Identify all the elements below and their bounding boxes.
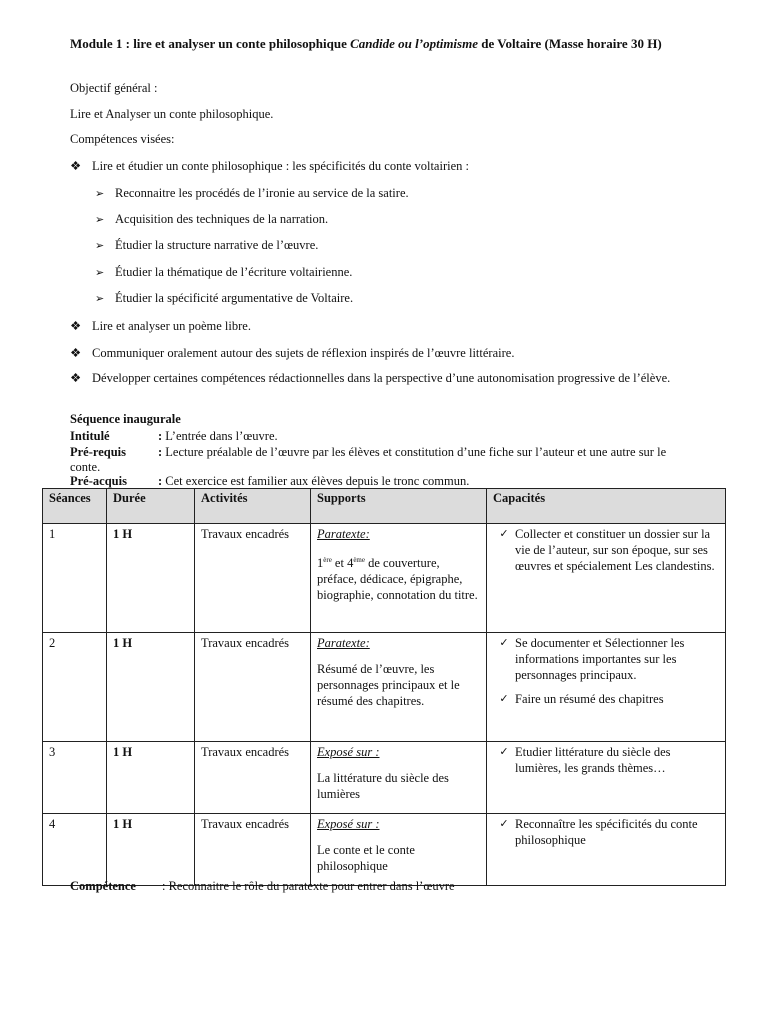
sub-competence-item: ➢ Étudier la spécificité argumentative de Voltaire. <box>95 291 354 305</box>
support-title: Exposé sur : <box>317 745 380 759</box>
diamond-bullet-icon: ❖ <box>70 346 82 360</box>
sequence-title: Séquence inaugurale <box>70 412 181 426</box>
capacite-item: ✓ Faire un résumé des chapitres <box>493 691 719 707</box>
competence-item: ❖ Communiquer oralement autour des sujets de réflexion inspirés de l’œuvre littéraire. <box>70 346 515 360</box>
duree-cell: 1 H <box>107 633 195 742</box>
competence-item: ❖ Lire et étudier un conte philosophique : les spécificités du conte voltairien : <box>70 159 469 173</box>
objectif-text: Lire et Analyser un conte philosophique. <box>70 107 274 121</box>
capacite-item: ✓ Reconnaître les spécificités du conte philosophique <box>493 816 719 848</box>
capacite-item: ✓ Etudier littérature du siècle des lumières, les grands thèmes… <box>493 744 719 776</box>
check-icon: ✓ <box>499 818 509 830</box>
prerequis-row: Pré-requis : Lecture préalable de l’œuvre par les élèves et constitution d’une fiche sur l’auteur et une autre sur le conte. <box>70 445 667 474</box>
seance-number: 1 <box>43 524 107 633</box>
arrow-bullet-icon: ➢ <box>95 188 105 200</box>
arrow-bullet-icon: ➢ <box>95 240 105 252</box>
capacites-cell <box>487 633 726 742</box>
capacite-item: ✓ Se documenter et Sélectionner les informations importantes sur les personnages principaux. <box>493 635 719 683</box>
support-title: Paratexte: <box>317 527 370 541</box>
activite-cell: Travaux encadrés <box>195 814 311 886</box>
capacite-item: ✓ Collecter et constituer un dossier sur la vie de l’auteur, sur son époque, sur ses œuvres et spécialement Les clandestins. <box>493 526 719 574</box>
sub-competence-item: ➢ Reconnaitre les procédés de l’ironie au service de la satire. <box>95 186 409 200</box>
module-title: Module 1 : lire et analyser un conte philosophique Candide ou l’optimisme de Voltaire (Masse horaire 30 H) <box>70 36 662 51</box>
header-activites: Activités <box>195 489 311 524</box>
capacites-cell <box>487 814 726 886</box>
support-cell: Exposé sur : Le conte et le conte philosophique <box>311 814 487 886</box>
check-icon: ✓ <box>499 637 509 649</box>
competence-item: ❖ Lire et analyser un poème libre. <box>70 319 251 333</box>
support-cell: Paratexte: Résumé de l’œuvre, les personnages principaux et le résumé des chapitres. <box>311 633 487 742</box>
table-row <box>43 814 726 886</box>
check-icon: ✓ <box>499 693 509 705</box>
header-supports: Supports <box>311 489 487 524</box>
arrow-bullet-icon: ➢ <box>95 267 105 279</box>
preacquis-row: Pré-acquis : Cet exercice est familier aux élèves depuis le tronc commun. <box>70 474 470 488</box>
duree-cell: 1 H <box>107 742 195 814</box>
competence-footer: Compétence : Reconnaitre le rôle du paratexte pour entrer dans l’œuvre <box>70 879 455 893</box>
support-title: Exposé sur : <box>317 817 380 831</box>
seance-number: 4 <box>43 814 107 886</box>
intitule-row: Intitulé : L’entrée dans l’œuvre. <box>70 429 278 443</box>
diamond-bullet-icon: ❖ <box>70 159 82 173</box>
diamond-bullet-icon: ❖ <box>70 371 82 385</box>
activite-cell: Travaux encadrés <box>195 633 311 742</box>
support-cell: Exposé sur : La littérature du siècle des lumières <box>311 742 487 814</box>
check-icon: ✓ <box>499 746 509 758</box>
sub-competence-item: ➢ Étudier la structure narrative de l’œuvre. <box>95 238 319 252</box>
diamond-bullet-icon: ❖ <box>70 319 82 333</box>
table-row <box>43 633 726 742</box>
duree-cell: 1 H <box>107 814 195 886</box>
duree-cell: 1 H <box>107 524 195 633</box>
header-duree: Durée <box>107 489 195 524</box>
activite-cell: Travaux encadrés <box>195 524 311 633</box>
header-capacites: Capacités <box>487 489 726 524</box>
work-title: Candide ou l’optimisme <box>350 36 478 51</box>
table-header-row <box>43 489 726 524</box>
capacites-cell <box>487 742 726 814</box>
seances-table <box>42 488 726 886</box>
objectif-label: Objectif général : <box>70 81 158 95</box>
support-title: Paratexte: <box>317 636 370 650</box>
check-icon: ✓ <box>499 528 509 540</box>
seance-number: 3 <box>43 742 107 814</box>
arrow-bullet-icon: ➢ <box>95 214 105 226</box>
support-cell: Paratexte: 1ère et 4ème de couverture, préface, dédicace, épigraphe, biographie, connotation du titre. <box>311 524 487 633</box>
sub-competence-item: ➢ Acquisition des techniques de la narration. <box>95 212 329 226</box>
seance-number: 2 <box>43 633 107 742</box>
table-row <box>43 742 726 814</box>
arrow-bullet-icon: ➢ <box>95 293 105 305</box>
competence-item: ❖ Développer certaines compétences rédactionnelles dans la perspective d’une autonomisation progressive de l’élève. <box>70 371 671 385</box>
table-row <box>43 524 726 633</box>
capacites-cell <box>487 524 726 633</box>
activite-cell: Travaux encadrés <box>195 742 311 814</box>
competences-label: Compétences visées: <box>70 132 175 146</box>
header-seances: Séances <box>43 489 107 524</box>
sub-competence-item: ➢ Étudier la thématique de l’écriture voltairienne. <box>95 265 353 279</box>
